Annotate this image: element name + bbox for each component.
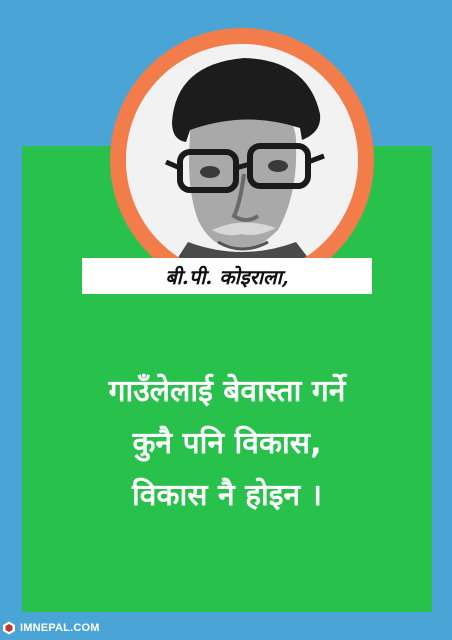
quote-line-2: कुनै पनि विकास,: [132, 426, 322, 461]
author-name: बी.पी. कोइराला,: [165, 264, 289, 289]
watermark: [2, 619, 100, 637]
portrait-image: [126, 44, 358, 276]
portrait-frame: [110, 28, 374, 292]
name-banner: [82, 258, 372, 294]
quote-line-3: विकास नै होइन ।: [132, 478, 322, 513]
portrait: [126, 44, 358, 276]
quote-text: [22, 366, 432, 522]
watermark-text: IMNEPAL.COM: [20, 622, 100, 634]
imnepal-logo-icon: [2, 621, 16, 635]
quote-line-1: गाउँलेलाई बेवास्ता गर्ने: [108, 374, 346, 409]
